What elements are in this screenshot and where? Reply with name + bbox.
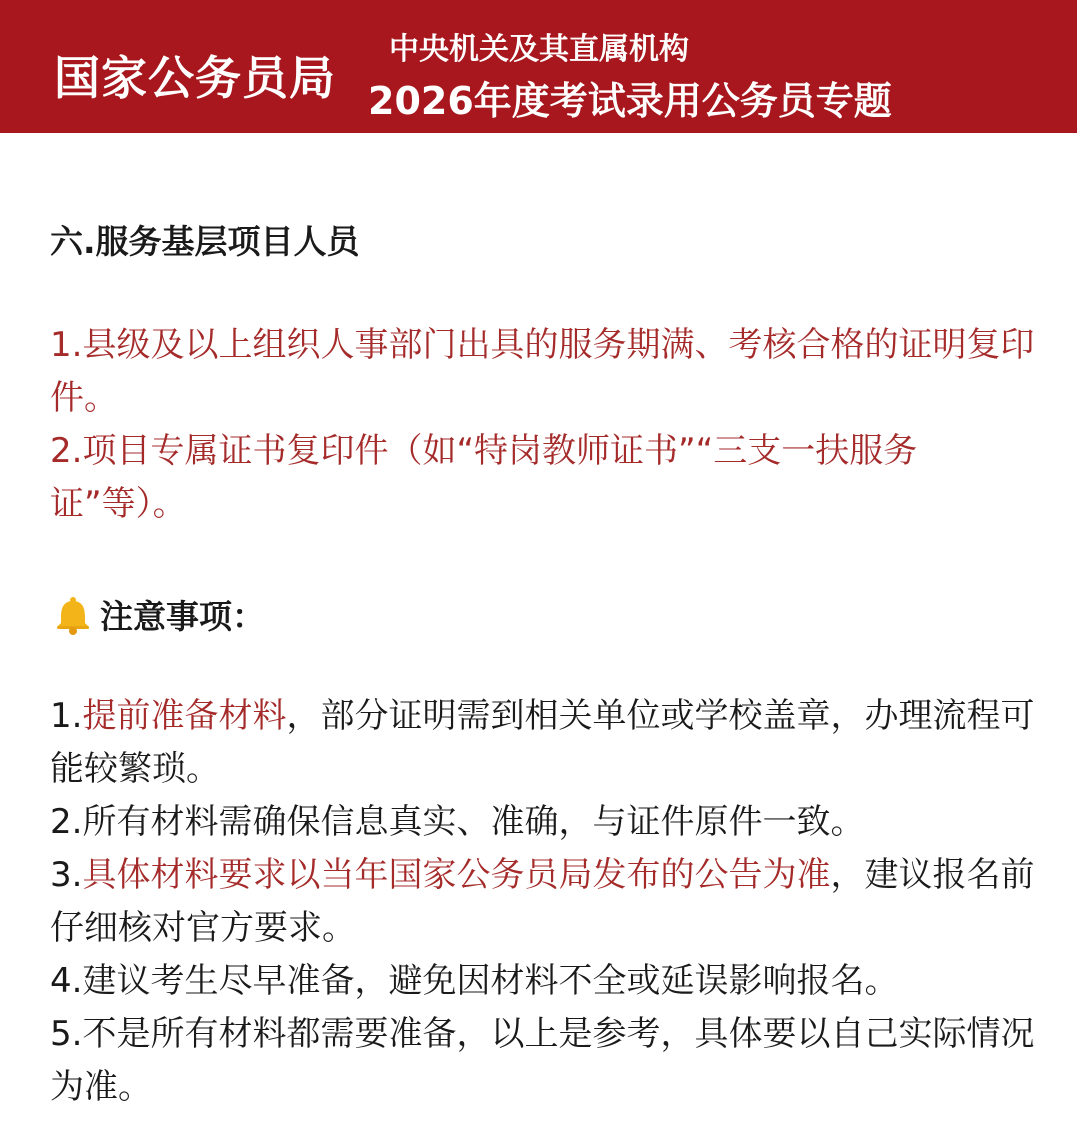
requirement-list (50, 319, 1040, 531)
notice-item: 3.具体材料要求以当年国家公务员局发布的公告为准，建议报名前仔细核对官方要求。 (50, 855, 1035, 948)
requirement-item: 1.县级及以上组织人事部门出具的服务期满、考核合格的证明复印件。 (50, 325, 1035, 418)
requirement-item: 2.项目专属证书复印件（如“特岗教师证书”“三支一扶服务证”等）。 (50, 431, 918, 524)
section-title: 六.服务基层项目人员 (50, 222, 360, 261)
header-banner (0, 0, 1077, 133)
header-topic: 2026年度考试录用公务员专题 (368, 79, 892, 123)
header-subtitle: 中央机关及其直属机构 (389, 32, 689, 67)
notice-highlight: 提前准备材料 (82, 696, 287, 736)
notice-heading-label: 注意事项： (100, 597, 265, 636)
notice-item: 1.提前准备材料，部分证明需到相关单位或学校盖章，办理流程可能较繁琐。 (50, 696, 1035, 789)
org-name: 国家公务员局 (54, 51, 336, 105)
notice-item: 2.所有材料需确保信息真实、准确，与证件原件一致。 (50, 802, 865, 842)
notice-list (50, 690, 1040, 1114)
notice-highlight: 具体材料要求以当年国家公务员局发布的公告为准 (82, 855, 831, 895)
notice-item: 5.不是所有材料都需要准备，以上是参考，具体要以自己实际情况为准。 (50, 1014, 1035, 1107)
bell-icon (54, 595, 92, 635)
notice-heading (54, 591, 265, 638)
notice-item: 4.建议考生尽早准备，避免因材料不全或延误影响报名。 (50, 961, 899, 1001)
